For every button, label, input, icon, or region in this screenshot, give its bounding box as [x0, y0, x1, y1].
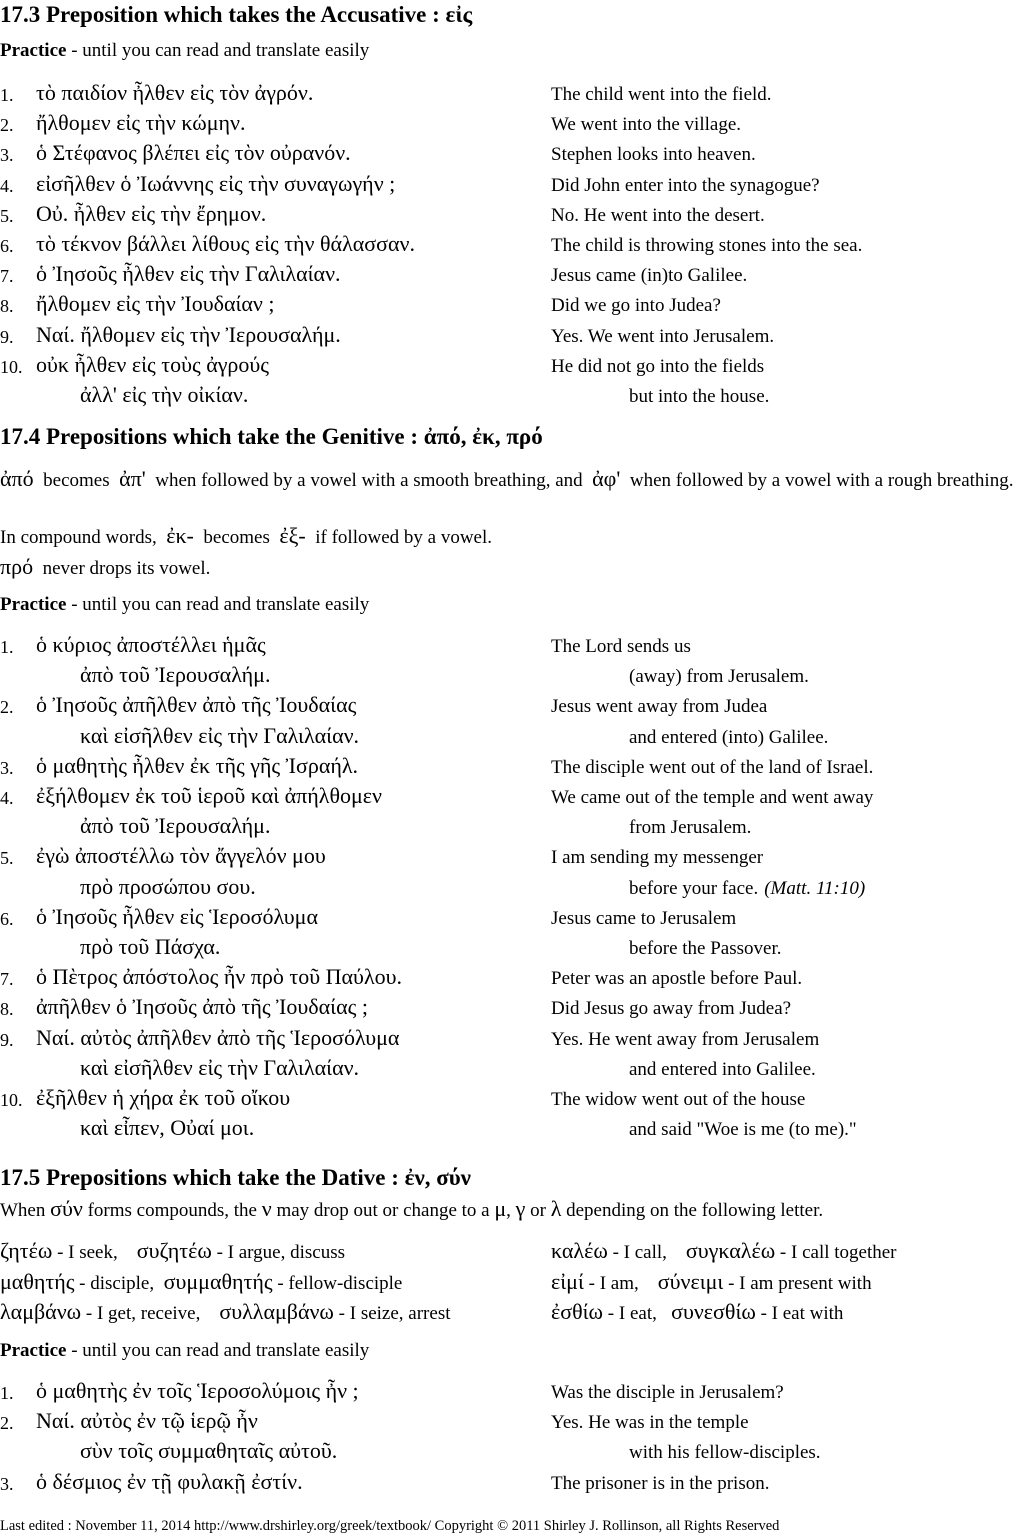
exercise-row: [0, 80, 960, 110]
exercise-number: 1.: [0, 637, 14, 657]
english-translation: The widow went out of the house: [551, 1089, 806, 1110]
greek-sentence: ἐξῆλθεν ἡ χήρα ἐκ τοῦ οἴκου: [36, 1085, 291, 1110]
exercise-number: 2.: [0, 115, 14, 136]
exercise-number: 2.: [0, 1413, 14, 1434]
english-translation-continued: [629, 386, 769, 408]
english-translation: He did not go into the fields: [551, 355, 765, 377]
exercise-row: [0, 964, 960, 994]
english-translation: I am sending my messenger: [551, 847, 764, 869]
exercise-row: [0, 201, 960, 231]
exercise-row-continuation: [0, 382, 960, 412]
greek-sentence: τὸ τέκνον βάλλει λίθους εἰς τὴν θάλασσαν.: [36, 231, 415, 256]
exercise-number: 8.: [0, 296, 14, 317]
vocab-compound: συγκαλέω: [685, 1238, 776, 1263]
exercise-row-continuation: [0, 1115, 960, 1145]
exercise-row-continuation: [0, 723, 960, 753]
english-translation: Jesus came to Jerusalem: [551, 907, 737, 929]
english-translation-continued: [629, 1119, 857, 1141]
english-translation: The prisoner is in the prison.: [551, 1472, 770, 1494]
section-17-3-heading: 17.3 Preposition which takes the Accusative : εἰς: [0, 2, 473, 27]
english-translation: Yes. We went into Jerusalem.: [551, 325, 775, 347]
exercise-number: 5.: [0, 848, 14, 869]
vocab-meaning: - I seek,: [52, 1242, 137, 1263]
exercise-number: 3.: [0, 757, 14, 778]
english-translation: Jesus went away from Judea: [551, 696, 768, 718]
english-translation: Did John enter into the synagogue?: [551, 174, 820, 196]
vocab-entry: [551, 1269, 872, 1295]
english-translation: Did we go into Judea?: [551, 295, 721, 317]
greek-sentence-continued: καὶ εἰσῆλθεν εἰς τὴν Γαλιλαίαν.: [80, 722, 360, 748]
vocab-word: μαθητής: [0, 1268, 75, 1294]
exercise-row: [0, 783, 960, 813]
note-ek: In compound words, ἐκ- becomes ἐξ- if followed by a vowel.: [0, 523, 493, 548]
vocab-compound-meaning: - I eat with: [755, 1303, 844, 1324]
exercise-number: 4.: [0, 175, 14, 196]
english-translation-continued: [629, 1442, 821, 1464]
english-translation: The child is throwing stones into the sea.: [551, 235, 863, 256]
exercise-row-continuation: [0, 934, 960, 964]
exercise-row: [0, 1085, 960, 1115]
english-translation: Did Jesus go away from Judea?: [551, 998, 792, 1020]
english-translation: We came out of the temple and went away: [551, 787, 874, 808]
exercise-number: 7.: [0, 969, 14, 990]
greek-sentence: ὁ Πὲτρος ἀπόστολος ἦν πρὸ τοῦ Παύλου.: [36, 964, 403, 990]
note-pro: πρό never drops its vowel.: [0, 554, 211, 579]
exercise-row: [0, 322, 960, 352]
exercise-row: [0, 1408, 960, 1438]
english-translation: Yes. He went away from Jerusalem: [551, 1028, 820, 1050]
greek-sentence: Ναί. αὐτὸς ἀπῆλθεν ἀπὸ τῆς Ἱεροσόλυμα: [36, 1024, 400, 1050]
vocab-word: λαμβάνω: [0, 1299, 82, 1324]
greek-sentence-continued: καὶ εἶπεν, Οὐαί μοι.: [80, 1115, 255, 1141]
vocab-entry: [0, 1238, 345, 1264]
greek-sentence: εἰσῆλθεν ὁ Ἰωάννης εἰς τὴν συναγωγήν ;: [36, 170, 396, 196]
exercise-number: 9.: [0, 1029, 14, 1050]
exercise-number: 2.: [0, 697, 14, 718]
english-translation: Jesus came (in)to Galilee.: [551, 265, 748, 287]
practice-label-17-4: Practice - until you can read and translate easily: [0, 594, 370, 615]
vocab-meaning: - I eat,: [603, 1303, 672, 1324]
english-text: and said "Woe is me (to me).": [629, 1119, 857, 1141]
note-syn: When σύν forms compounds, the ν may drop out or change to a μ, γ or λ depending on the following letter.: [0, 1196, 824, 1221]
english-translation-continued: [629, 938, 781, 960]
note-apo: ἀπό becomes ἀπ' when followed by a vowel with a smooth breathing, and ἀφ' when followed by a vowel with a rough breathing.: [0, 466, 1013, 491]
greek-sentence: ἀπῆλθεν ὁ Ἰησοῦς ἀπὸ τῆς Ἰουδαίας ;: [36, 994, 368, 1020]
vocab-word: ἐσθίω: [551, 1299, 604, 1324]
exercise-row: [0, 1025, 960, 1055]
english-translation-continued: [629, 727, 828, 749]
exercise-number: 8.: [0, 999, 14, 1020]
english-translation: Yes. He was in the temple: [551, 1412, 749, 1434]
exercise-number: 7.: [0, 266, 14, 287]
exercise-number: 10.: [0, 356, 23, 377]
vocab-entry: [551, 1299, 843, 1325]
english-text: and entered into Galilee.: [629, 1058, 816, 1080]
english-text: from Jerusalem.: [629, 817, 752, 839]
greek-sentence-continued: καὶ εἰσῆλθεν εἰς τὴν Γαλιλαίαν.: [80, 1054, 360, 1080]
greek-sentence: Ναί. ἤλθομεν εἰς τὴν Ἰερουσαλήμ.: [36, 321, 341, 347]
exercise-row: [0, 1469, 960, 1499]
exercise-row: [0, 843, 960, 873]
greek-sentence: ὁ μαθητὴς ἦλθεν ἐκ τῆς γῆς Ἰσραήλ.: [36, 752, 359, 778]
english-translation: Stephen looks into heaven.: [551, 144, 756, 166]
greek-sentence: οὐκ ἦλθεν εἰς τοὺς ἀγρούς: [36, 351, 270, 377]
exercise-row: [0, 291, 960, 321]
greek-sentence-continued: ἀλλ' εἰς τὴν οἰκίαν.: [80, 382, 249, 407]
exercise-number: 1.: [0, 85, 14, 105]
vocab-meaning: - I call,: [607, 1242, 686, 1263]
vocab-word: εἰμί: [551, 1268, 584, 1294]
greek-sentence-continued: ἀπὸ τοῦ Ἰερουσαλήμ.: [80, 813, 271, 839]
vocab-meaning: - I am,: [583, 1272, 658, 1294]
exercise-row: [0, 753, 960, 783]
exercise-number: 10.: [0, 1090, 23, 1110]
greek-sentence: ἤλθομεν εἰς τὴν Ἰουδαίαν ;: [36, 291, 275, 317]
greek-sentence: τὸ παιδίον ἦλθεν εἰς τὸν ἀγρόν.: [36, 80, 314, 105]
exercise-number: 6.: [0, 236, 14, 256]
exercise-row: [0, 352, 960, 382]
exercise-row: [0, 261, 960, 291]
english-translation: The disciple went out of the land of Israel.: [551, 756, 874, 778]
english-translation: The child went into the field.: [551, 84, 772, 105]
vocab-word: καλέω: [551, 1238, 608, 1263]
english-translation-continued: [629, 817, 751, 839]
greek-sentence: ἤλθομεν εἰς τὴν κώμην.: [36, 110, 246, 136]
exercise-row: [0, 140, 960, 170]
greek-sentence-continued: πρὸ προσώπου σου.: [80, 873, 256, 899]
exercise-number: 6.: [0, 908, 14, 929]
greek-sentence: Ναί. αὐτὸς ἐν τῷ ἱερῷ ἦν: [36, 1408, 258, 1434]
vocab-compound: συλλαμβάνω: [219, 1299, 334, 1324]
greek-sentence-continued: σὺν τοῖς συμμαθηταῖς αὐτοῦ.: [80, 1438, 338, 1464]
vocab-compound-meaning: - I argue, discuss: [211, 1242, 345, 1263]
greek-sentence: ἐξήλθομεν ἐκ τοῦ ἱεροῦ καὶ ἀπήλθομεν: [36, 783, 382, 808]
english-translation: The Lord sends us: [551, 636, 691, 657]
exercise-number: 3.: [0, 145, 14, 166]
section-17-5-heading: 17.5 Prepositions which take the Dative : ἐν, σύν: [0, 1165, 471, 1190]
english-translation-continued: [629, 1059, 816, 1081]
vocab-compound-meaning: - fellow-disciple: [272, 1272, 403, 1294]
greek-sentence: ὁ δέσμιος ἐν τῇ φυλακῇ ἐστίν.: [36, 1468, 303, 1494]
scripture-reference: (Matt. 11:10): [764, 877, 866, 899]
section-17-4-heading: 17.4 Prepositions which take the Genitive : ἀπό, ἐκ, πρό: [0, 424, 543, 449]
greek-sentence-continued: ἀπὸ τοῦ Ἰερουσαλήμ.: [80, 662, 271, 688]
greek-sentence-continued: πρὸ τοῦ Πάσχα.: [80, 934, 221, 959]
exercise-row: [0, 110, 960, 140]
vocab-word: ζητέω: [0, 1238, 53, 1263]
english-translation: Was the disciple in Jerusalem?: [551, 1382, 784, 1403]
english-text: before the Passover.: [629, 938, 782, 959]
english-translation: Peter was an apostle before Paul.: [551, 968, 803, 990]
vocab-compound: σύνειμι: [657, 1268, 724, 1294]
exercise-number: 3.: [0, 1473, 14, 1494]
vocab-compound-meaning: - I am present with: [723, 1272, 872, 1294]
exercise-row: [0, 1378, 960, 1408]
english-translation: We went into the village.: [551, 114, 741, 136]
practice-label-17-5: Practice - until you can read and translate easily: [0, 1340, 370, 1361]
english-translation-continued: [629, 666, 809, 688]
vocab-meaning: - I get, receive,: [81, 1303, 220, 1324]
greek-sentence: ὁ κύριος ἀποστέλλει ἡμᾶς: [36, 632, 266, 657]
exercise-number: 9.: [0, 326, 14, 347]
greek-sentence: ὁ Ἰησοῦς ἀπῆλθεν ἀπὸ τῆς Ἰουδαίας: [36, 692, 357, 718]
vocab-compound-meaning: - I call together: [775, 1242, 897, 1263]
greek-sentence: ἐγὼ ἀποστέλλω τὸν ἄγγελόν μου: [36, 843, 326, 869]
english-text: with his fellow-disciples.: [629, 1442, 821, 1464]
vocab-compound: συζητέω: [136, 1238, 212, 1263]
greek-sentence: ὁ μαθητὴς ἐν τοῖς Ἱεροσολύμοις ἦν ;: [36, 1378, 359, 1403]
english-text: but into the house.: [629, 386, 770, 407]
exercise-number: 5.: [0, 205, 14, 226]
exercise-row-continuation: [0, 1438, 960, 1468]
exercise-row: [0, 632, 960, 662]
english-text: before your face.: [629, 877, 759, 899]
exercise-row-continuation: [0, 813, 960, 843]
vocab-meaning: - disciple,: [74, 1272, 164, 1294]
english-translation-continued: [629, 878, 865, 900]
exercise-number: 4.: [0, 788, 14, 808]
vocab-entry: [0, 1269, 402, 1295]
exercise-row: [0, 994, 960, 1024]
exercise-row-continuation: [0, 874, 960, 904]
vocab-entry: [551, 1238, 897, 1264]
exercise-number: 1.: [0, 1383, 14, 1403]
english-text: and entered (into) Galilee.: [629, 726, 829, 748]
practice-label-17-3: Practice - until you can read and translate easily: [0, 40, 370, 61]
exercise-row: [0, 904, 960, 934]
vocab-entry: [0, 1299, 451, 1325]
exercise-row-continuation: [0, 1055, 960, 1085]
vocab-compound: συμμαθητής: [163, 1268, 273, 1294]
vocab-compound: συνεσθίω: [671, 1299, 756, 1324]
english-text: (away) from Jerusalem.: [629, 666, 809, 688]
exercise-row-continuation: [0, 662, 960, 692]
greek-sentence: ὁ Ἰησοῦς ἦλθεν εἰς τὴν Γαλιλαίαν.: [36, 261, 341, 287]
english-translation: No. He went into the desert.: [551, 204, 765, 226]
vocab-compound-meaning: - I seize, arrest: [333, 1303, 451, 1324]
exercise-row: [0, 171, 960, 201]
exercise-row: [0, 231, 960, 261]
greek-sentence: ὁ Ἰησοῦς ἦλθεν εἰς Ἱεροσόλυμα: [36, 903, 318, 929]
greek-sentence: Οὐ. ἦλθεν εἰς τὴν ἔρημον.: [36, 200, 267, 226]
footer: Last edited : November 11, 2014 http://www.drshirley.org/greek/textbook/ Copyright © 2011 Shirley J. Rollinson, all Rights Reserved: [0, 1518, 780, 1534]
exercise-row: [0, 692, 960, 722]
greek-sentence: ὁ Στέφανος βλέπει εἰς τὸν οὐρανόν.: [36, 140, 351, 166]
